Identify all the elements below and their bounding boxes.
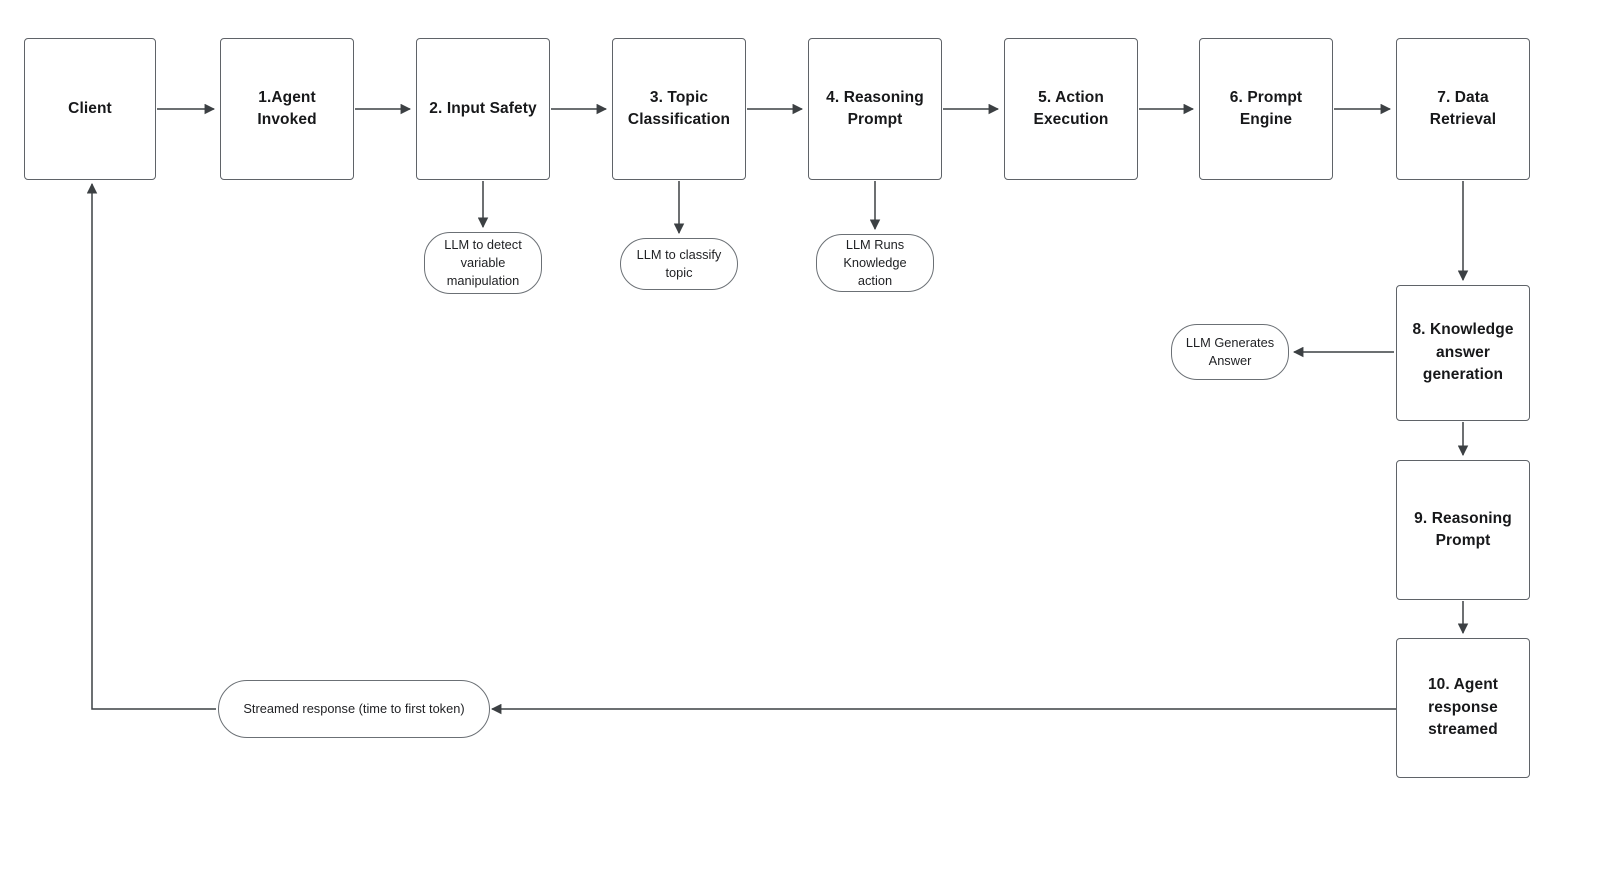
node-input-safety[interactable] — [416, 38, 550, 180]
node-streamed-response[interactable] — [218, 680, 490, 738]
node-reasoning-prompt[interactable] — [808, 38, 942, 180]
node-topic-classification-label: 3. Topic Classification — [627, 88, 731, 128]
node-data-retrieval-label: 7. Data Retrieval — [1429, 88, 1497, 128]
edge-streamed-response-to-client — [92, 184, 216, 709]
node-llm-detect-variable-manipulation[interactable] — [424, 232, 542, 294]
node-topic-classification[interactable] — [612, 38, 746, 180]
node-prompt-engine[interactable] — [1199, 38, 1333, 180]
node-data-retrieval[interactable] — [1396, 38, 1530, 180]
node-streamed-response-label: Streamed response (time to first token) — [243, 701, 465, 717]
node-prompt-engine-label: 6. Prompt Engine — [1229, 88, 1303, 128]
node-llm-classify-topic-label: LLM to classify topic — [636, 247, 722, 280]
node-agent-response-streamed-label: 10. Agent response streamed — [1427, 676, 1499, 739]
node-knowledge-answer-generation-label: 8. Knowledge answer generation — [1412, 321, 1514, 384]
node-llm-runs-knowledge-action-label: LLM Runs Knowledge action — [843, 237, 907, 288]
node-agent-response-streamed[interactable] — [1396, 638, 1530, 778]
node-action-execution[interactable] — [1004, 38, 1138, 180]
node-input-safety-label: 2. Input Safety — [429, 99, 537, 117]
node-knowledge-answer-generation[interactable] — [1396, 285, 1530, 421]
node-llm-runs-knowledge-action[interactable] — [816, 234, 934, 292]
node-reasoning-prompt-2[interactable] — [1396, 460, 1530, 600]
node-llm-classify-topic[interactable] — [620, 238, 738, 290]
node-agent-invoked-label: 1.Agent Invoked — [257, 88, 317, 128]
node-llm-generates-answer[interactable] — [1171, 324, 1289, 380]
node-reasoning-prompt-label: 4. Reasoning Prompt — [826, 88, 924, 128]
node-client-label: Client — [68, 99, 112, 117]
node-llm-generates-answer-label: LLM Generates Answer — [1185, 335, 1275, 368]
node-client[interactable] — [24, 38, 156, 180]
node-llm-detect-variable-manipulation-label: LLM to detect variable manipulation — [444, 237, 522, 288]
node-agent-invoked[interactable] — [220, 38, 354, 180]
node-action-execution-label: 5. Action Execution — [1033, 88, 1109, 128]
node-reasoning-prompt-2-label: 9. Reasoning Prompt — [1414, 509, 1512, 549]
